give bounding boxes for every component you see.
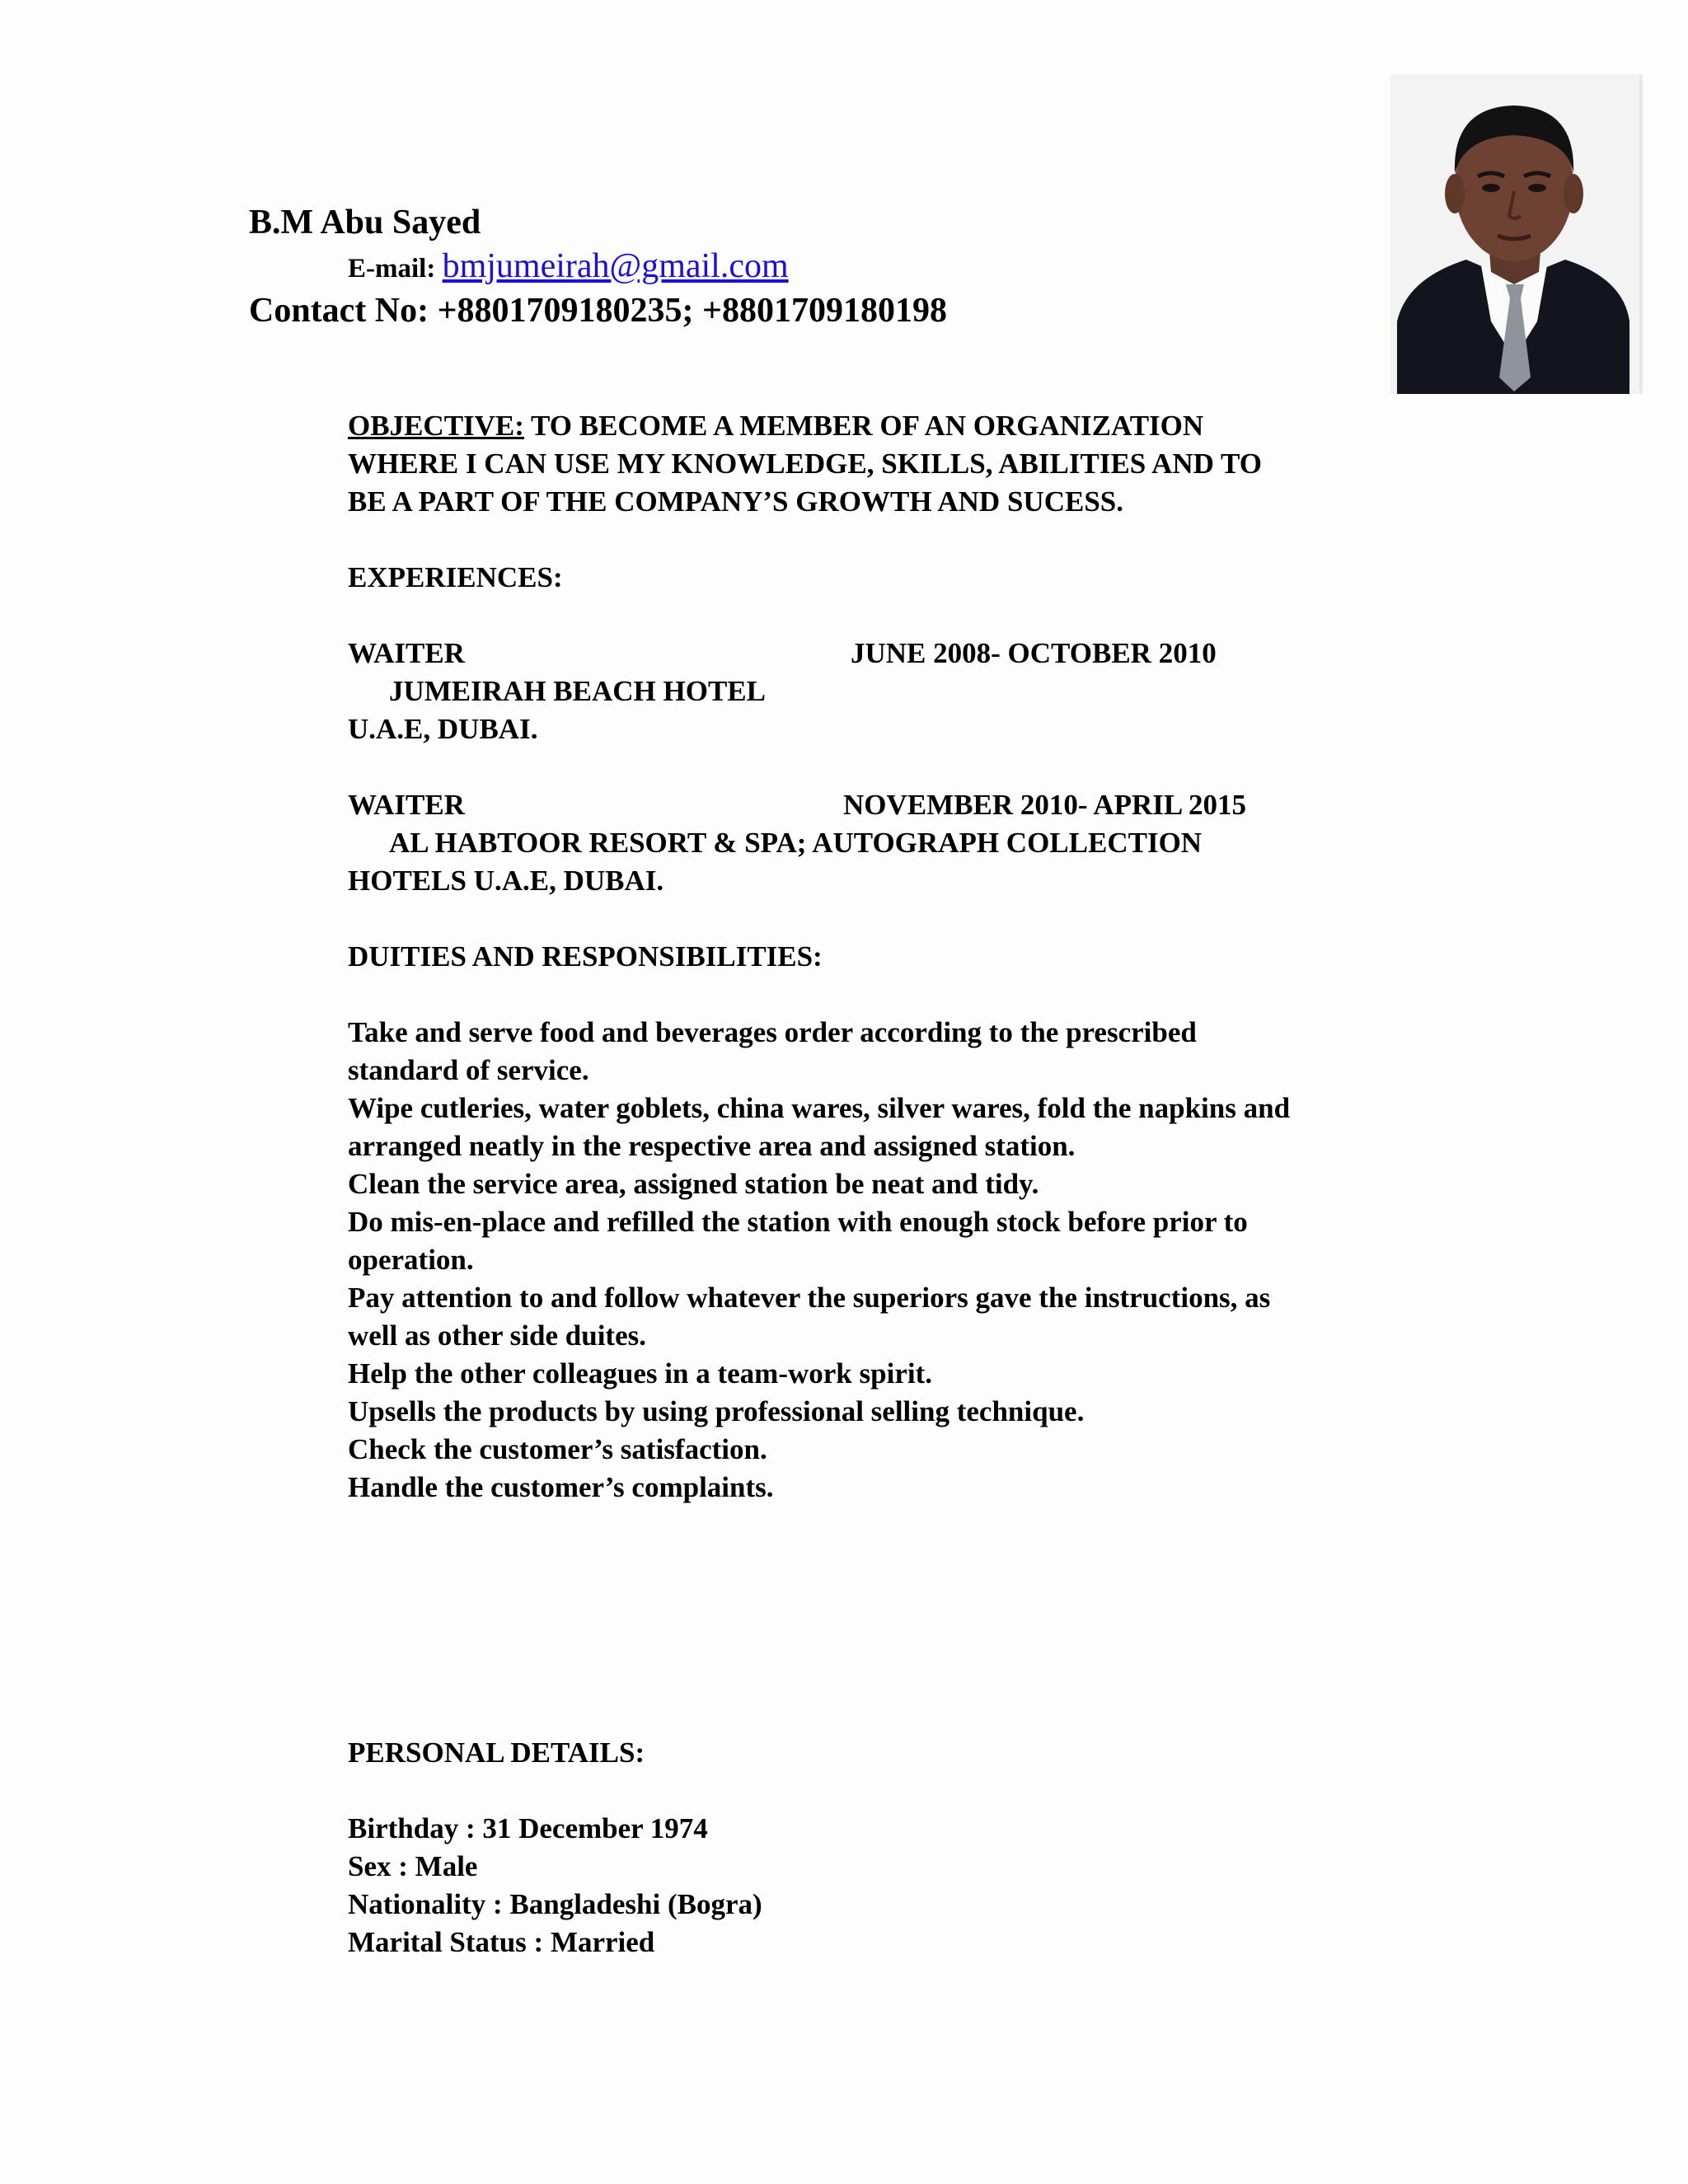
job-1-period: JUNE 2008- OCTOBER 2010 (851, 637, 1217, 669)
job-1-location: U.A.E, DUBAI. (348, 713, 538, 745)
duty-line: Wipe cutleries, water goblets, china wares, silver wares, fold the napkins and (348, 1092, 1291, 1124)
birthday: Birthday : 31 December 1974 (348, 1812, 708, 1844)
marital-status: Marital Status : Married (348, 1926, 655, 1958)
duty-line: Upsells the products by using professional selling technique. (348, 1395, 1085, 1427)
profile-photo (1390, 74, 1643, 394)
duty-line: Check the customer’s satisfaction. (348, 1433, 767, 1465)
job-1-employer: JUMEIRAH BEACH HOTEL (389, 675, 766, 707)
personal-heading: PERSONAL DETAILS: (348, 1736, 645, 1769)
duty-line: operation. (348, 1244, 474, 1276)
job-1-title: WAITER (348, 637, 465, 669)
contact-numbers: Contact No: +8801709180235; +8801709180198 (249, 292, 947, 330)
email-label: E-mail: (348, 254, 443, 284)
email-row (348, 246, 789, 289)
duty-line: Pay attention to and follow whatever the superiors gave the instructions, as (348, 1282, 1271, 1314)
objective-label: OBJECTIVE: (348, 410, 524, 442)
duty-line: Help the other colleagues in a team-work spirit. (348, 1357, 932, 1390)
email-link[interactable]: bmjumeirah@gmail.com (442, 247, 789, 285)
duty-line: Clean the service area, assigned station be neat and tidy. (348, 1168, 1039, 1200)
duty-line: Handle the customer’s complaints. (348, 1471, 774, 1503)
objective-line-1 (348, 407, 1203, 445)
job-2-location: HOTELS U.A.E, DUBAI. (348, 865, 664, 897)
job-2-employer: AL HABTOOR RESORT & SPA; AUTOGRAPH COLLECTION (389, 827, 1203, 859)
objective-line-3: BE A PART OF THE COMPANY’S GROWTH AND SUCESS. (348, 485, 1124, 518)
duty-line: Do mis-en-place and refilled the station with enough stock before prior to (348, 1206, 1248, 1238)
nationality: Nationality : Bangladeshi (Bogra) (348, 1888, 762, 1920)
job-2-period: NOVEMBER 2010- APRIL 2015 (843, 789, 1247, 821)
duty-line: Take and serve food and beverages order according to the prescribed (348, 1016, 1197, 1048)
objective-text: TO BECOME A MEMBER OF AN ORGANIZATION (523, 410, 1204, 442)
duty-line: arranged neatly in the respective area and assigned station. (348, 1130, 1076, 1162)
applicant-name: B.M Abu Sayed (249, 204, 481, 241)
sex: Sex : Male (348, 1850, 478, 1882)
objective-line-2: WHERE I CAN USE MY KNOWLEDGE, SKILLS, ABILITIES AND TO (348, 448, 1262, 480)
duty-line: well as other side duites. (348, 1319, 646, 1352)
job-2-title: WAITER (348, 789, 465, 821)
duty-line: standard of service. (348, 1054, 589, 1086)
experiences-heading: EXPERIENCES: (348, 561, 563, 593)
duties-heading: DUITIES AND RESPONSIBILITIES: (348, 940, 823, 972)
